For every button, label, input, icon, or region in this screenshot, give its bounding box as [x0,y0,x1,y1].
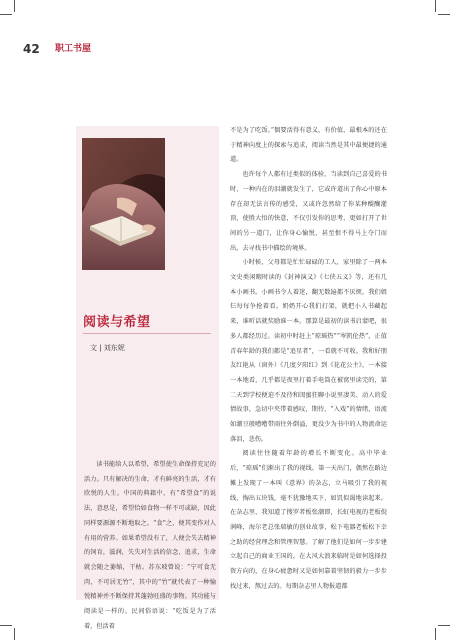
body-paragraph: 阅读往往随着年龄的增长不断变化。高中毕业后，“琼瑶”们渐出了我的视线。第一天出门，偶然在路边摊上发现了一本叫《意界》的杂志，立马吸引了我的视线，掏出五块钱，毫不犹豫地买下，如饥似渴地读起来。在杂志里，我知道了搜罗者板张潮即，长虹电视的老板倪润峰，海尔老总张瑞敏的创业故事，松下电器老板松下幸之助的经营理念和管理智慧。了解了他们是如何一步步建立起自己的商业王国的，在大风大浪来临时是如何选择投资方向的，在身心疲惫时又是如何靠着坚韧的毅力一步步找过来，熬过去的。每期杂志里人物报道都 [230,450,387,590]
crop-mark [14,0,15,12]
crop-mark [0,625,12,626]
crop-mark [14,628,15,640]
body-paragraph: 也许每个人都有过类似的体验，当读到自己喜爱的书时，一种内在的泪潮就发生了，它或许道出了你心中原本存在却无法言传的感受，又或许忽然给了你某种醍醐灌顶，使胜大悟的快意，不仅引发你的思考，更如打开了世间的另一道门，让你身心愉悦，甚至恨不得马上夺门而出，去寻找书中描绘的境界。 [230,171,387,252]
page-number: 42 [23,42,40,56]
body-paragraph: 不是为了吃饭。”偶要活得有意义，有价值，最根本的还在于精神向度上的探索与追求，阅读当然是其中最便捷的通道。 [230,127,387,164]
body-paragraph: 读书能给人以希望，希望使生命保持充足的活力。只有解决的生命，才有鲜亮的生活，才有欣悦的人生。中国的典籍中，有“希望食”的说法，意思是，希望恰如食物一样不可或缺，因此同样要源源不断地取之。“食”之，便其变作对人有用的营养。如果希望没有了，人便会失去精神的饲育，滋润，失失对生活的信念，追求，生命就会随之萎缩，干枯。苏东坡曾说：“宁可食无肉，不可居无竹”，其中的“竹”就代表了一种愉悦精神并不断保持其蓬勃旺盛的事物。其功能与阅读是一样的。民间俗语说：“吃饭是为了活着，但活着 [84,461,216,630]
crop-mark [435,628,436,640]
crop-mark [438,14,450,15]
woman-reading-book-photo [82,138,165,270]
crop-mark [438,625,450,626]
crop-mark [435,0,436,12]
crop-mark [0,14,12,15]
author-byline: 文 | 刘东妮 [90,344,125,352]
body-paragraph: 小时候，父母都是忙忙碌碌的工人，家里除了一两本文史类闲暇时读的《封神演义》《七侠五义》等，还有几本小画书。小画书令人着迷，翻无数遍都不厌烦，我们姐仨每每争抢着看。奶奶开心我们打架，就把小人书藏起来，谁听话就奖励谁一本。那算是最初的读书启蒙吧，很多人都经历过。读初中时赶上“琼瑶热”“岑凯伦热”，正值青春年龄的我们都是“追星者”，一看就不可收。我和好朋友红艳从（窗外）《几度夕阳红》到《花花公主》，一本接一本地看，几乎都是夜里打着手电筒在被窝里读完的，第二天到学校便迫不及待和闺蜜狂聊小说里凄美、动人的爱情故事，急切中夹带着感叹，期待，“入戏”的情绪，语流如潮豆般嘈嘈带雨往外倒溢，更没少为书中的人物流命运落泪，悲伤。 [230,259,387,443]
section-title: 职工书屋 [55,44,92,54]
body-column-left [84,458,216,630]
title-divider [83,333,211,334]
article-title: 阅读与希望 [83,315,151,330]
body-column-right [230,124,387,599]
